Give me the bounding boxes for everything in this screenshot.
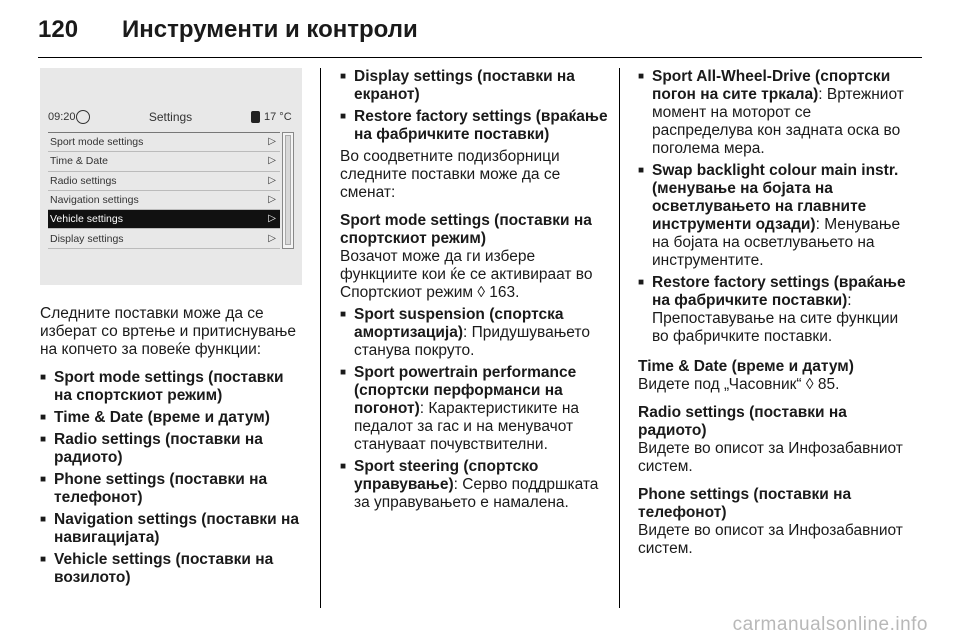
- screen-menu-list: [48, 132, 280, 249]
- arrow-right-icon: ▷: [268, 174, 276, 186]
- screen-menu-item: Display settings ▷: [48, 229, 280, 248]
- screen-menu-item: Radio settings ▷: [48, 172, 280, 191]
- arrow-right-icon: ▷: [268, 155, 276, 167]
- list-item: ■ Radio settings (поставки на радиото): [40, 431, 263, 466]
- settings-screen-image: [40, 68, 302, 285]
- column-divider: [619, 68, 620, 608]
- list-item: ■ Swap backlight colour main instr. (менување на бојата на осветлувањето на главните инструменти одзади): Менување на бојата на осветлувањето на инструментите.: [638, 162, 901, 269]
- section-heading: Phone settings (поставки на телефонот): [638, 486, 852, 521]
- arrow-right-icon: ▷: [268, 232, 276, 244]
- screen-temperature: 17 °C: [264, 111, 292, 123]
- list-item: ■ Sport All-Wheel-Drive (спортски погон на сите тркала): Вртежниот момент на моторот се распределува кон задната оска во поголема мера.: [638, 68, 904, 157]
- header-rule: [38, 57, 922, 58]
- list-item: ■ Display settings (поставки на екранот): [340, 68, 575, 103]
- list-item: ■ Time & Date (време и датум): [40, 409, 270, 426]
- arrow-right-icon: ▷: [268, 213, 276, 225]
- list-item: ■ Sport mode settings (поставки на спортскиот режим): [40, 369, 284, 404]
- section-heading: Sport mode settings (поставки на спортскиот режим): [340, 212, 592, 247]
- list-item: ■ Sport powertrain performance (спортски перформанси на погонот): Карактеристиките на педалот за гас и на менувачот стануваат почувствителни.: [340, 364, 580, 453]
- paragraph: Во соодветните подизборници следните поставки може да се сменат:: [340, 148, 561, 201]
- list-item: ■ Vehicle settings (поставки на возилото): [40, 551, 274, 586]
- list-item: ■ Restore factory settings (враќање на фабричките поставки): Препоставување на сите функции во фабричките поставки.: [638, 274, 906, 345]
- section-text: Видете под „Часовник“ ◊ 85.: [638, 376, 840, 393]
- list-item: ■ Sport suspension (спортска амортизација): Придушувањето станува покруто.: [340, 306, 590, 359]
- section-heading: Time & Date (време и датум): [638, 358, 854, 375]
- arrow-right-icon: ▷: [268, 136, 276, 148]
- list-item: ■ Phone settings (поставки на телефонот): [40, 471, 268, 506]
- screen-menu-item: Sport mode settings ▷: [48, 133, 280, 152]
- screen-status-bar: [48, 106, 300, 128]
- list-item: ■ Navigation settings (поставки на навигацијата): [40, 511, 299, 546]
- list-item: ■ Restore factory settings (враќање на фабричките поставки): [340, 108, 608, 143]
- phone-icon: [251, 111, 260, 123]
- chapter-title: Инструменти и контроли: [122, 16, 418, 43]
- screen-menu-item: Navigation settings ▷: [48, 191, 280, 210]
- page-header: [38, 16, 418, 50]
- column-2: [340, 68, 612, 516]
- section-text: Видете во описот за Инфозабавниот систем.: [638, 440, 903, 475]
- section-text: Видете во описот за Инфозабавниот систем.: [638, 522, 903, 557]
- column-3: [638, 68, 910, 568]
- clock-icon: [76, 110, 90, 124]
- column-1: [40, 68, 302, 591]
- screen-scrollbar: [282, 132, 294, 249]
- arrow-right-icon: ▷: [268, 194, 276, 206]
- screen-menu-item: Time & Date ▷: [48, 152, 280, 171]
- section-text: Возачот може да ги избере функциите кои ќе се активираат во Спортскиот режим ◊ 163.: [340, 248, 593, 301]
- intro-paragraph: Следните поставки може да се изберат со вртење и притиснување на копчето за повеќе функции:: [40, 305, 296, 358]
- section-heading: Radio settings (поставки на радиото): [638, 404, 847, 439]
- page-number: 120: [38, 16, 79, 43]
- column-divider: [320, 68, 321, 608]
- list-item: ■ Sport steering (спортско управување): Серво поддршката за управувањето е намалена.: [340, 458, 599, 511]
- screen-time: 09:20: [48, 111, 76, 123]
- screen-title: Settings: [148, 110, 193, 124]
- screen-menu-item-selected: Vehicle settings ▷: [48, 210, 280, 229]
- watermark: carmanualsonline.info: [732, 614, 928, 635]
